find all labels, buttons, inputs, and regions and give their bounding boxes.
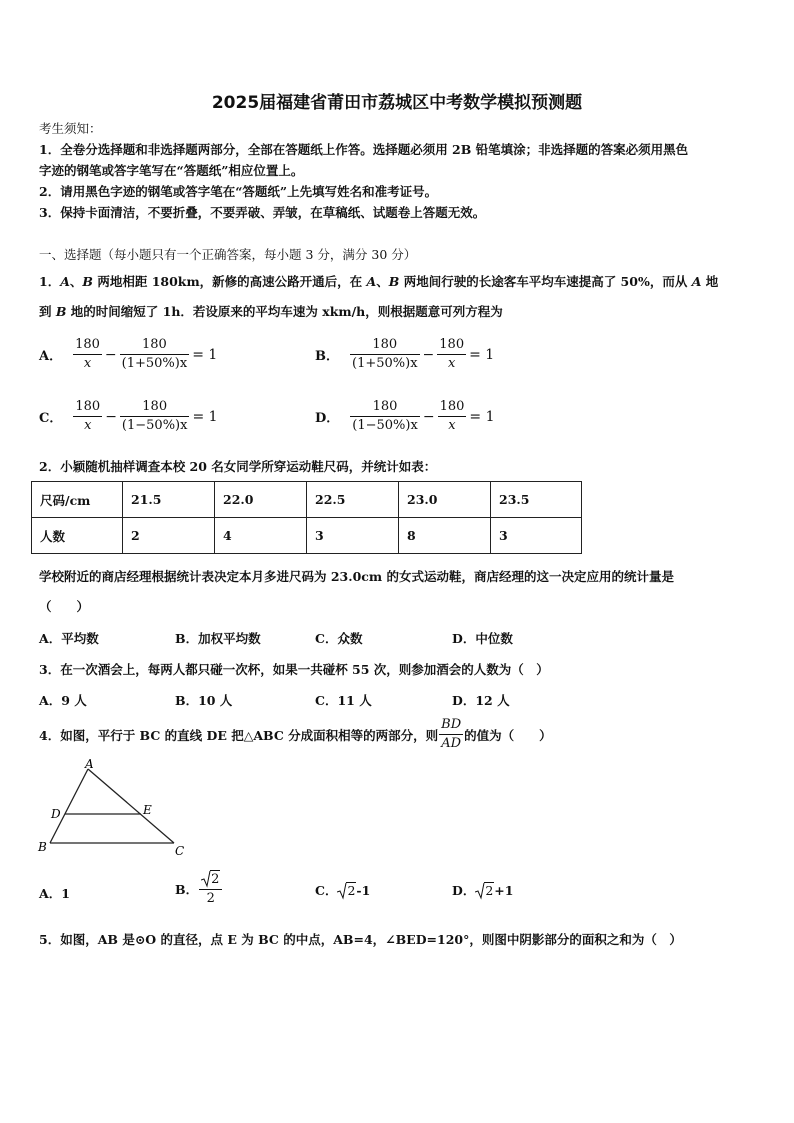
q3-option-c[interactable]: C．11 人 — [315, 693, 372, 708]
q3-option-a[interactable]: A．9 人 — [39, 693, 87, 708]
table-row — [32, 482, 582, 518]
notice-item-1-cont: 字迹的钢笔或答字笔写在“答题纸”相应位置上。 — [39, 163, 304, 178]
page-title: 2025届福建省莆田市荔城区中考数学模拟预测题 — [211, 93, 583, 113]
table-cell: 22.5 — [307, 482, 399, 518]
notice-item-2: 2．请用黑色字迹的钢笔或答字笔在“答题纸”上先填写姓名和准考证号。 — [39, 184, 438, 199]
q2-option-d[interactable]: D．中位数 — [452, 631, 513, 646]
q2-option-a[interactable]: A．平均数 — [39, 631, 99, 646]
q2-paren: （ ） — [39, 599, 90, 614]
q4-option-c[interactable]: C． 2 -1 — [315, 882, 371, 898]
triangle-figure — [34, 757, 194, 857]
table-cell: 4 — [215, 518, 307, 554]
q3-option-b[interactable]: B．10 人 — [175, 693, 233, 708]
q4-stem: 4．如图，平行于 BC 的直线 DE 把△ABC 分成面积相等的两部分，则 $\frac{BD}{AD}$ 的值为（ ） — [39, 717, 552, 751]
q1-option-b[interactable]: B． $\frac{180}{(1+50\%)x}$ − $\frac{180}{x}$ = 1 — [315, 337, 495, 371]
q2-option-c[interactable]: C．众数 — [315, 631, 363, 646]
vertex-d-label: D — [51, 807, 61, 821]
q3-option-d[interactable]: D．12 人 — [452, 693, 510, 708]
notice-item-1: 1．全卷分选择题和非选择题两部分，全部在答题纸上作答。选择题必须用 2B 铅笔填涂；非选择题的答案必须用黑色 — [39, 142, 689, 157]
table-cell: 21.5 — [123, 482, 215, 518]
section-heading: 一、选择题（每小题只有一个正确答案，每小题 3 分，满分 30 分） — [39, 247, 417, 262]
table-row — [32, 518, 582, 554]
q4-option-b[interactable]: B． $\frac{2}{2}$ — [175, 870, 223, 908]
table-cell: 2 — [123, 518, 215, 554]
table-cell: 22.0 — [215, 482, 307, 518]
vertex-b-label: B — [38, 840, 47, 854]
q1-option-a[interactable]: A． $\frac{180}{x}$ − $\frac{180}{(1+50\%)x}$ = 1 — [39, 337, 218, 371]
q1-stem-line2: 到 B 地的时间缩短了 1h．若设原来的平均车速为 xkm/h，则根据题意可列方程为 — [39, 304, 503, 319]
table-cell: 3 — [307, 518, 399, 554]
q4-option-a[interactable]: A．1 — [39, 886, 70, 901]
vertex-e-label: E — [143, 803, 152, 817]
table-cell: 3 — [491, 518, 582, 554]
vertex-a-label: A — [85, 757, 94, 771]
q1-option-d[interactable]: D． $\frac{180}{(1-50\%)x}$ − $\frac{180}{x}$ = 1 — [315, 399, 495, 433]
q2-option-b[interactable]: B．加权平均数 — [175, 631, 261, 646]
q3-stem: 3．在一次酒会上，每两人都只碰一次杯，如果一共碰杯 55 次，则参加酒会的人数为（ ） — [39, 662, 549, 677]
q2-stem: 2．小颖随机抽样调查本校 20 名女同学所穿运动鞋尺码，并统计如表： — [39, 459, 437, 474]
table-cell: 尺码/cm — [32, 482, 123, 518]
notice-item-3: 3．保持卡面清洁，不要折叠，不要弄破、弄皱，在草稿纸、试题卷上答题无效。 — [39, 205, 486, 220]
q4-option-d[interactable]: D． 2 +1 — [452, 882, 514, 898]
vertex-c-label: C — [175, 844, 185, 857]
table-cell: 人数 — [32, 518, 123, 554]
table-cell: 8 — [399, 518, 491, 554]
q1-stem-line1: 1．A、B 两地相距 180km，新修的高速公路开通后，在 A、B 两地间行驶的长途客车平均车速提高了 50%，而从 A 地 — [39, 274, 719, 289]
q5-stem: 5．如图，AB 是⊙O 的直径，点 E 为 BC 的中点，AB=4，∠BED=120°，则图中阴影部分的面积之和为（ ） — [39, 932, 682, 947]
table-cell: 23.5 — [491, 482, 582, 518]
q2-after-text: 学校附近的商店经理根据统计表决定本月多进尺码为 23.0cm 的女式运动鞋，商店经理的这一决定应用的统计量是 — [39, 569, 674, 584]
q1-option-c[interactable]: C． $\frac{180}{x}$ − $\frac{180}{(1-50\%)x}$ = 1 — [39, 399, 218, 433]
table-cell: 23.0 — [399, 482, 491, 518]
notice-heading: 考生须知： — [39, 121, 102, 136]
shoe-size-table — [31, 481, 582, 554]
